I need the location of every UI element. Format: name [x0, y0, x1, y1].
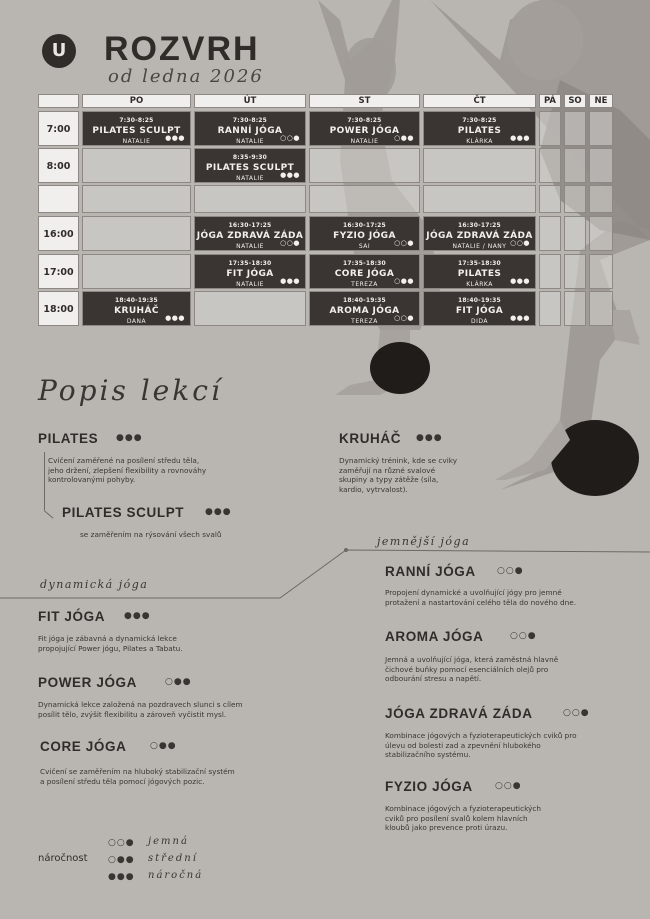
lesson-kruhac-text: Dynamický trénink, kde se cviky zaměřují na různé svalové skupiny a typy zátěže (síla, kardio, vytrvalost). — [339, 456, 458, 494]
empty-slot-cell — [589, 111, 613, 146]
descriptions-title: Popis lekcí — [38, 374, 223, 407]
empty-slot-cell — [82, 254, 191, 289]
class-instructor: SAI — [358, 243, 371, 250]
difficulty-dots: ●●● — [510, 134, 530, 142]
time-slot-cell: 17:00 — [38, 254, 79, 289]
class-name: PILATES — [457, 269, 502, 279]
class-time: 7:30-8:25 — [347, 117, 382, 124]
legend-word-hard: náročná — [148, 870, 204, 881]
lesson-fyzio-joga-text: Kombinace jógových a fyzioterapeutických cviků pro posílení svalů kolem hlavních kloubů jako prevence proti úrazu. — [385, 804, 542, 832]
class-time: 16:30-17:25 — [458, 222, 501, 229]
class-time: 17:35-18:30 — [228, 260, 272, 267]
difficulty-dots: ●●● — [510, 314, 530, 322]
difficulty-dots: ●●● — [205, 507, 232, 517]
difficulty-dots: ○○● — [280, 239, 300, 247]
empty-slot-cell — [539, 148, 561, 183]
empty-slot-cell — [82, 185, 191, 213]
legend-dots-medium: ○●● — [108, 855, 135, 865]
lesson-fit-joga-text: Fit jóga je zábavná a dynamická lekce propojující Power jógu, Pilates a Tabatu. — [38, 634, 183, 653]
class-name: FYZIO JÓGA — [333, 231, 396, 241]
class-cell[interactable] — [309, 216, 420, 251]
class-instructor: NATALIE — [236, 138, 264, 145]
empty-slot-cell — [82, 216, 191, 251]
class-name: FIT JÓGA — [226, 269, 274, 279]
lesson-ranni-joga-text: Propojení dynamické a uvolňující jógy pro jemné protažení a nastartování celého těla do nového dne. — [385, 588, 577, 607]
difficulty-dots: ○●● — [394, 134, 414, 142]
empty-slot-cell — [194, 291, 306, 326]
lesson-power-joga-text: Dynamická lekce založená na pozdravech slunci s cílem posílit tělo, zvýšit flexibilitu a zároveň vyčistit mysl. — [38, 700, 243, 719]
class-cell[interactable] — [309, 254, 420, 289]
class-name: POWER JÓGA — [329, 126, 400, 136]
lesson-zdrava-zada-title: JÓGA ZDRAVÁ ZÁDA — [385, 706, 533, 721]
class-instructor: NATALIE — [236, 281, 264, 288]
empty-slot-cell — [589, 291, 613, 326]
lesson-ranni-joga-title: RANNÍ JÓGA — [385, 564, 476, 579]
divider-line — [44, 452, 45, 510]
class-time: 16:30-17:25 — [228, 222, 272, 229]
class-name: FIT JÓGA — [455, 306, 504, 316]
class-cell[interactable] — [423, 254, 536, 289]
class-cell[interactable] — [194, 148, 306, 183]
empty-slot-cell — [589, 185, 613, 213]
class-cell[interactable] — [82, 111, 191, 146]
difficulty-dots: ○○● — [280, 134, 300, 142]
empty-slot-cell — [589, 148, 613, 183]
difficulty-legend-label: náročnost — [38, 853, 88, 864]
lesson-fyzio-joga-title: FYZIO JÓGA — [385, 779, 473, 794]
class-cell[interactable] — [194, 111, 306, 146]
time-slot-cell: 18:00 — [38, 291, 79, 326]
time-slot-cell: 16:00 — [38, 216, 79, 251]
class-name: RANNÍ JÓGA — [217, 126, 283, 136]
lesson-core-joga-text: Cvičení se zaměřením na hluboký stabilizační systém a posílení středu těla pomocí jógových pozic. — [40, 767, 235, 786]
empty-slot-cell — [194, 185, 306, 213]
empty-slot-cell — [564, 148, 586, 183]
difficulty-dots: ○○● — [510, 239, 530, 247]
difficulty-dots: ○○● — [495, 781, 522, 791]
difficulty-dots: ○●● — [150, 741, 177, 751]
lesson-aroma-joga-text: Jemná a uvolňující jóga, která zaměstná hlavně čichové buňky pomocí esenciálních olejů pro odbourání stresu a napětí. — [385, 655, 559, 683]
empty-slot-cell — [564, 111, 586, 146]
class-cell[interactable] — [423, 111, 536, 146]
difficulty-dots: ○○● — [563, 708, 590, 718]
empty-slot-cell — [309, 148, 420, 183]
class-instructor: DANA — [126, 318, 147, 325]
class-cell[interactable] — [194, 254, 306, 289]
studio-logo: U — [42, 34, 76, 68]
difficulty-dots: ●●● — [416, 433, 443, 443]
lesson-pilates-sculpt-title: PILATES SCULPT — [62, 505, 185, 520]
empty-slot-cell — [539, 216, 561, 251]
difficulty-dots: ○○● — [510, 631, 537, 641]
lesson-pilates-sculpt-text: se zaměřením na rýsování všech svalů — [80, 530, 222, 539]
class-instructor: NATALIE — [236, 175, 264, 182]
class-cell[interactable] — [194, 216, 306, 251]
class-time: 7:30-8:25 — [232, 117, 268, 124]
class-instructor: NATALIE — [350, 138, 379, 145]
class-time: 18:40-19:35 — [115, 297, 158, 304]
class-name: CORE JÓGA — [334, 269, 395, 279]
difficulty-dots: ○○● — [394, 314, 414, 322]
difficulty-dots: ●●● — [510, 277, 530, 285]
day-header-4: PÁ — [539, 94, 561, 108]
lesson-zdrava-zada-text: Kombinace jógových a fyzioterapeutických cviků pro úlevu od bolesti zad a zpevnění hlubokého stabilizačního systému. — [385, 731, 577, 759]
class-name: JÓGA ZDRAVÁ ZÁDA — [196, 231, 304, 241]
empty-slot-cell — [564, 216, 586, 251]
class-instructor: NATALIE / NANY — [452, 243, 507, 250]
class-name: PILATES SCULPT — [92, 126, 181, 136]
page-title: ROZVRH — [104, 30, 260, 68]
difficulty-dots: ○●● — [165, 677, 192, 687]
time-slot-cell: 8:00 — [38, 148, 79, 183]
class-cell[interactable] — [82, 291, 191, 326]
day-header-1: ÚT — [194, 94, 306, 108]
time-slot-cell — [38, 185, 79, 213]
empty-slot-cell — [564, 254, 586, 289]
class-name: KRUHÁČ — [114, 306, 159, 316]
day-header-3: ČT — [423, 94, 536, 108]
empty-slot-cell — [539, 291, 561, 326]
class-instructor: DIDA — [470, 318, 488, 325]
legend-word-gentle: jemná — [148, 836, 189, 847]
class-time: 7:30-8:25 — [462, 117, 497, 124]
class-time: 7:30-8:25 — [119, 117, 154, 124]
legend-dots-hard: ●●● — [108, 872, 135, 882]
difficulty-dots: ●●● — [280, 171, 300, 179]
class-cell[interactable] — [309, 111, 420, 146]
page-subtitle: od ledna 2026 — [108, 66, 264, 87]
difficulty-dots: ○○● — [394, 239, 414, 247]
class-cell[interactable] — [309, 291, 420, 326]
class-instructor: KLÁRKA — [466, 138, 493, 145]
class-name: AROMA JÓGA — [329, 306, 400, 316]
lesson-pilates-text: Cvičení zaměřené na posílení středu těla, jeho držení, zlepšení flexibility a rovnováhy kontrolovanými pohyby. — [48, 456, 207, 484]
lesson-aroma-joga-title: AROMA JÓGA — [385, 629, 484, 644]
class-time: 18:40-19:35 — [343, 297, 386, 304]
difficulty-dots: ●●● — [165, 134, 185, 142]
lesson-fit-joga-title: FIT JÓGA — [38, 609, 106, 624]
difficulty-dots: ●●● — [165, 314, 185, 322]
day-header-0: PO — [82, 94, 191, 108]
empty-slot-cell — [539, 185, 561, 213]
empty-slot-cell — [423, 148, 536, 183]
lesson-kruhac-title: KRUHÁČ — [339, 431, 402, 446]
difficulty-dots: ●●● — [116, 433, 143, 443]
class-name: PILATES — [457, 126, 502, 136]
class-name: PILATES SCULPT — [205, 163, 295, 173]
class-time: 17:35-18:30 — [343, 260, 386, 267]
legend-word-medium: střední — [148, 853, 198, 864]
empty-slot-cell — [539, 111, 561, 146]
empty-slot-cell — [82, 148, 191, 183]
class-instructor: NATALIE — [122, 138, 151, 145]
class-instructor: KLÁRKA — [466, 281, 493, 288]
empty-slot-cell — [564, 291, 586, 326]
empty-slot-cell — [309, 185, 420, 213]
class-cell[interactable] — [423, 216, 536, 251]
day-header-5: SO — [564, 94, 586, 108]
schedule-corner-cell — [38, 94, 79, 108]
time-slot-cell: 7:00 — [38, 111, 79, 146]
empty-slot-cell — [423, 185, 536, 213]
class-instructor: TEREZA — [351, 318, 378, 325]
class-cell[interactable] — [423, 291, 536, 326]
class-name: JÓGA ZDRAVÁ ZÁDA — [426, 231, 533, 241]
lesson-core-joga-title: CORE JÓGA — [40, 739, 127, 754]
class-time: 17:35-18:30 — [458, 260, 501, 267]
empty-slot-cell — [564, 185, 586, 213]
legend-dots-gentle: ○○● — [108, 838, 135, 848]
difficulty-dots: ●●● — [124, 611, 151, 621]
lesson-power-joga-title: POWER JÓGA — [38, 675, 138, 690]
empty-slot-cell — [539, 254, 561, 289]
class-time: 16:30-17:25 — [343, 222, 386, 229]
lesson-pilates-title: PILATES — [38, 431, 99, 446]
class-time: 18:40-19:35 — [458, 297, 501, 304]
difficulty-dots: ●●● — [280, 277, 300, 285]
empty-slot-cell — [589, 216, 613, 251]
gentle-yoga-label: jemnější jóga — [377, 535, 471, 548]
day-header-6: NE — [589, 94, 613, 108]
difficulty-dots: ○●● — [394, 277, 414, 285]
class-time: 8:35-9:30 — [232, 154, 268, 161]
day-header-2: ST — [309, 94, 420, 108]
difficulty-dots: ○○● — [497, 566, 524, 576]
empty-slot-cell — [589, 254, 613, 289]
class-instructor: NATALIE — [236, 243, 264, 250]
dynamic-yoga-label: dynamická jóga — [40, 578, 149, 591]
class-instructor: TEREZA — [351, 281, 378, 288]
